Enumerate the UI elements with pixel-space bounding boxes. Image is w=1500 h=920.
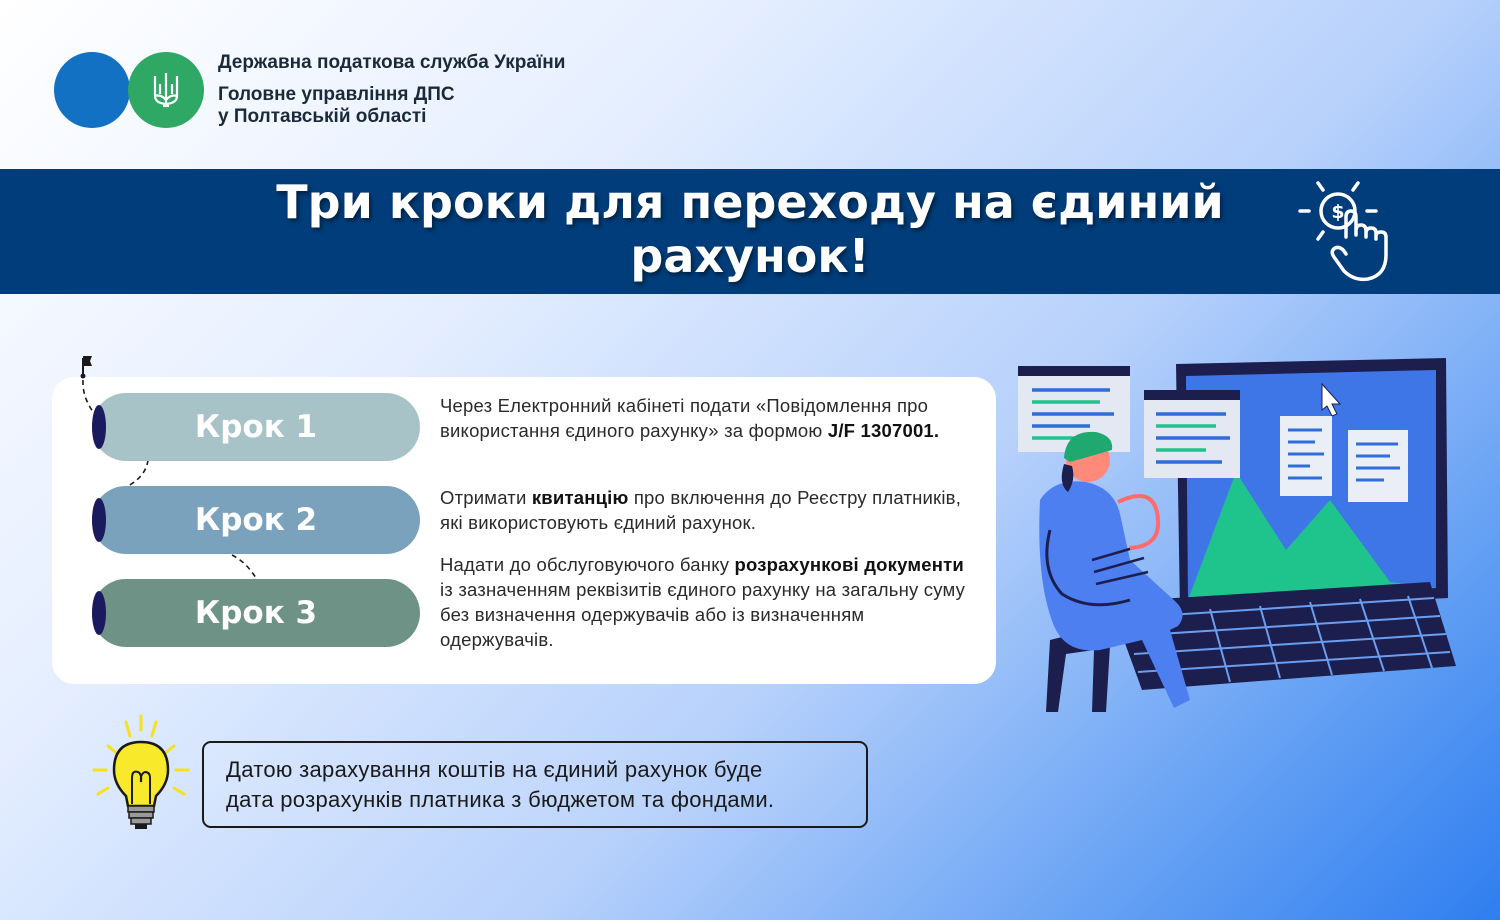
lightbulb-icon [88, 712, 194, 832]
org-line-2: Головне управління ДПС [218, 84, 455, 105]
page-title [250, 175, 1250, 283]
laptop-illustration [1010, 350, 1460, 720]
logo-green-circle [128, 52, 204, 128]
step-2-description [440, 485, 980, 535]
step-1-form-code: J/F 1307001. [827, 420, 940, 441]
step-3-text-a: Надати до обслуговуючого банку [440, 554, 735, 575]
step-2-pill [92, 486, 420, 554]
note-line-2: дата розрахунків платника з бюджетом та фондами. [226, 787, 775, 812]
step-3-label: Крок 3 [194, 595, 318, 631]
title-banner [0, 169, 1500, 294]
step-1-cap [92, 405, 106, 449]
step-3-cap [92, 591, 106, 635]
trident-icon [151, 70, 181, 110]
page-title-line-1: Три кроки для переходу на єдиний [276, 175, 1224, 229]
logo [54, 52, 206, 128]
flag-icon [81, 356, 93, 379]
page-title-line-2: рахунок! [630, 229, 870, 283]
step-3-text-b: із зазначенням реквізитів єдиного рахунку на загальну суму без визначення одержувачів або із визначенням одержувачів. [440, 579, 966, 650]
step-2-text-a: Отримати [440, 487, 532, 508]
organization-name [218, 52, 565, 128]
step-2-cap [92, 498, 106, 542]
step-3-text-bold: розрахункові документи [734, 554, 964, 575]
step-2-text-b: про включення до Реєстру платників, які використовують єдиний рахунок. [440, 487, 962, 533]
svg-text:$: $ [1331, 201, 1345, 223]
note-box [202, 741, 868, 828]
step-3-pill [92, 579, 420, 647]
step-1-description [440, 393, 980, 443]
step-1-pill [92, 393, 420, 461]
org-line-3: у Полтавській області [218, 106, 427, 127]
step-2-text-bold: квитанцію [531, 487, 629, 508]
step-1-label: Крок 1 [194, 409, 318, 445]
note-line-1: Датою зарахування коштів на єдиний рахунок буде [226, 757, 763, 782]
step-1-text: Через Електронний кабінеті подати «Повідомлення про використання єдиного рахунку» за формою [440, 395, 929, 441]
step-3-description [440, 552, 980, 652]
logo-blue-circle [54, 52, 130, 128]
org-line-1: Державна податкова служба України [218, 52, 566, 73]
step-2-label: Крок 2 [194, 502, 318, 538]
dollar-click-icon [1296, 175, 1400, 285]
